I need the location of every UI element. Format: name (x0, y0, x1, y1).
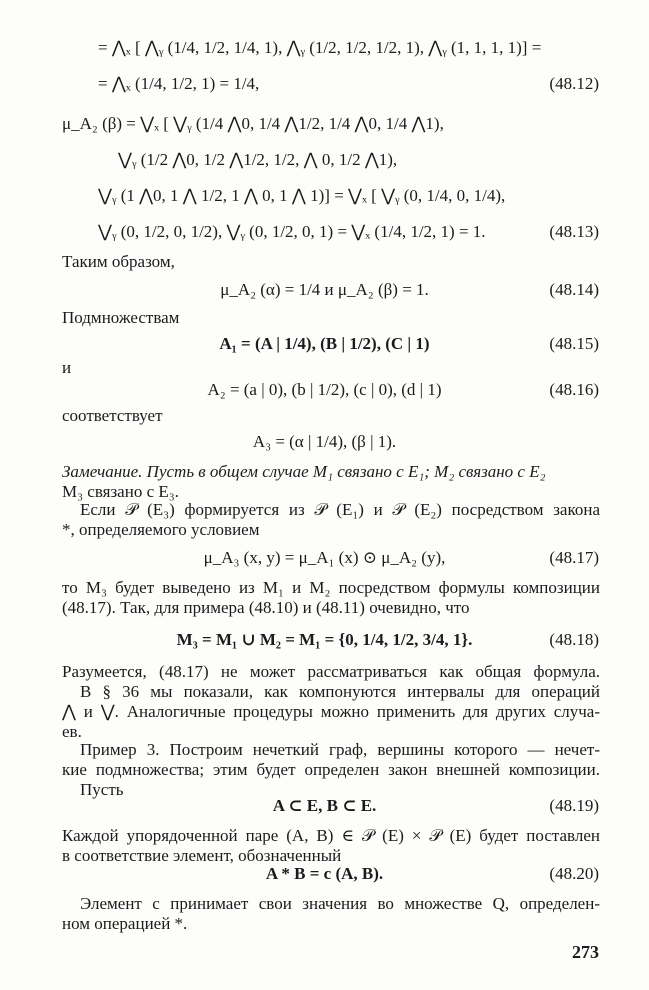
formula-line: M₃ = M₁ ∪ M₂ = M₁ = {0, 1/4, 1/2, 3/4, 1}. (176, 630, 473, 649)
text-line-28: кие подмножества; этим будет определен закон внешней композиции. (62, 760, 600, 779)
text-line-7: Таким образом, (62, 252, 175, 271)
equation-number: (48.19) (549, 796, 599, 815)
text-line-24: В § 36 мы показали, как компонуются интервалы для операций (80, 682, 600, 701)
equation-number: (48.20) (549, 864, 599, 883)
formula-line: A₁ = (A | 1/4), (B | 1/2), (C | 1) (219, 334, 430, 353)
text-line-17: Если 𝒫 (E₃) формируется из 𝒫 (E₁) и 𝒫 (E₂) посредством закона (80, 500, 600, 519)
text-line-9: Подмножествам (62, 308, 180, 327)
formula-line: A ⊂ E, B ⊂ E. (272, 796, 377, 815)
text-line-16: M₃ связано с E₃. (62, 482, 179, 501)
text-line-21: (48.17). Так, для примера (48.10) и (48.11) очевидно, что (62, 598, 470, 617)
equation-number: (48.12) (549, 74, 599, 93)
remark-line: Замечание. Пусть в общем случае M₁ связано с E₁; M₂ связано с E₂ (62, 462, 546, 481)
text-line-6: ⋁ᵧ (0, 1/2, 0, 1/2), ⋁ᵧ (0, 1/2, 0, 1) = ⋁ₓ (1/4, 1/2, 1) = 1. (98, 222, 486, 241)
text-line-26: ев. (62, 722, 82, 741)
text-line-4: ⋁ᵧ (1/2 ⋀0, 1/2 ⋀1/2, 1/2, ⋀ 0, 1/2 ⋀1), (118, 150, 398, 169)
equation-number: (48.16) (549, 380, 599, 399)
page-number: 273 (572, 942, 599, 962)
formula-line: μ_A₂ (α) = 1/4 и μ_A₂ (β) = 1. (220, 280, 429, 299)
formula-line: A₂ = (a | 0), (b | 1/2), (c | 0), (d | 1) (207, 380, 442, 399)
equation-number: (48.17) (549, 548, 599, 567)
text-line-29: Пусть (80, 780, 124, 799)
equation-number: (48.13) (549, 222, 599, 241)
text-line-5: ⋁ᵧ (1 ⋀0, 1 ⋀ 1/2, 1 ⋀ 0, 1 ⋀ 1)] = ⋁ₓ [ ⋁ᵧ (0, 1/4, 0, 1/4), (98, 186, 506, 205)
text-line-20: то M₃ будет выведено из M₁ и M₂ посредством формулы композиции (62, 578, 600, 597)
text-line-25: ⋀ и ⋁. Аналогичные процедуры можно применить для других случа- (62, 702, 600, 721)
equation-number: (48.14) (549, 280, 599, 299)
formula-line: A * B = c (A, B). (265, 864, 384, 883)
text-line-31: Каждой упорядоченной паре (A, B) ∈ 𝒫 (E) × 𝒫 (E) будет поставлен (62, 826, 600, 845)
text-line-18: *, определяемого условием (62, 520, 260, 539)
example-line: Пример 3. Построим нечеткий граф, вершины которого — нечет- (80, 740, 600, 759)
text-line-2: = ⋀ₓ (1/4, 1/2, 1) = 1/4, (98, 74, 260, 93)
text-line-3: μ_A₂ (β) = ⋁ₓ [ ⋁ᵧ (1/4 ⋀0, 1/4 ⋀1/2, 1/4 ⋀0, 1/4 ⋀1), (62, 114, 444, 133)
equation-number: (48.15) (549, 334, 599, 353)
formula-line: μ_A₃ (x, y) = μ_A₁ (x) ⊙ μ_A₂ (y), (203, 548, 446, 567)
text-line-23: Разумеется, (48.17) не может рассматриваться как общая формула. (62, 662, 600, 681)
formula-line: A₃ = (α | 1/4), (β | 1). (252, 432, 397, 451)
text-line-35: ном операцией *. (62, 914, 188, 933)
equation-number: (48.18) (549, 630, 599, 649)
text-line-13: соответствует (62, 406, 163, 425)
text-line-1: = ⋀ₓ [ ⋀ᵧ (1/4, 1/2, 1/4, 1), ⋀ᵧ (1/2, 1/2, 1/2, 1), ⋀ᵧ (1, 1, 1, 1)] = (98, 38, 542, 57)
text-line-34: Элемент c принимает свои значения во множестве Q, определен- (80, 894, 600, 913)
text-line-11: и (62, 358, 72, 377)
text-line-32: в соответствие элемент, обозначенный (62, 846, 342, 865)
